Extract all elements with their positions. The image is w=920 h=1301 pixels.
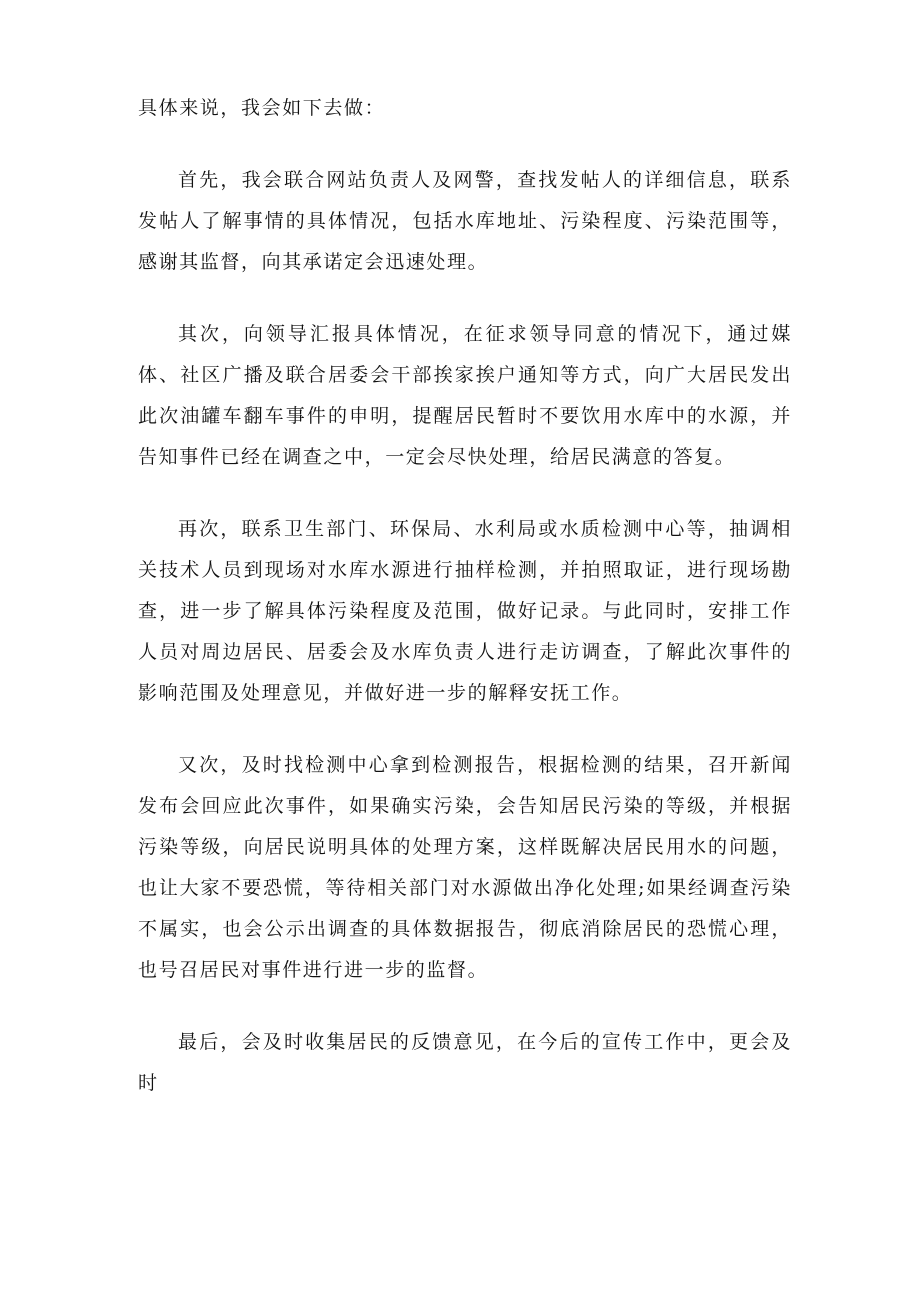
paragraph-second: 其次，向领导汇报具体情况，在征求领导同意的情况下，通过媒体、社区广播及联合居委会干部挨家挨户通知等方式，向广大居民发出此次油罐车翻车事件的申明，提醒居民暂时不要饮用水库中的水源，并告知事件已经在调查之中，一定会尽快处理，给居民满意的答复。 — [138, 323, 792, 468]
paragraph-third: 再次，联系卫生部门、环保局、水利局或水质检测中心等，抽调相关技术人员到现场对水库水源进行抽样检测，并拍照取证，进行现场勘查，进一步了解具体污染程度及范围，做好记录。与此同时，安排工作人员对周边居民、居委会及水库负责人进行走访调查，了解此次事件的影响范围及处理意见，并做好进一步的解释安抚工作。 — [138, 518, 792, 704]
document-body — [138, 88, 792, 1104]
paragraph-fourth: 又次，及时找检测中心拿到检测报告，根据检测的结果，召开新闻发布会回应此次事件，如果确实污染，会告知居民污染的等级，并根据污染等级，向居民说明具体的处理方案，这样既解决居民用水的问题，也让大家不要恐慌，等待相关部门对水源做出净化处理;如果经调查污染不属实，也会公示出调查的具体数据报告，彻底消除居民的恐慌心理，也号召居民对事件进行进一步的监督。 — [138, 754, 792, 981]
paragraph-first: 首先，我会联合网站负责人及网警，查找发帖人的详细信息，联系发帖人了解事情的具体情况，包括水库地址、污染程度、污染范围等，感谢其监督，向其承诺定会迅速处理。 — [138, 169, 792, 273]
paragraph-fifth: 最后，会及时收集居民的反馈意见，在今后的宣传工作中，更会及时 — [138, 1031, 792, 1094]
intro-paragraph: 具体来说，我会如下去做： — [138, 97, 386, 119]
